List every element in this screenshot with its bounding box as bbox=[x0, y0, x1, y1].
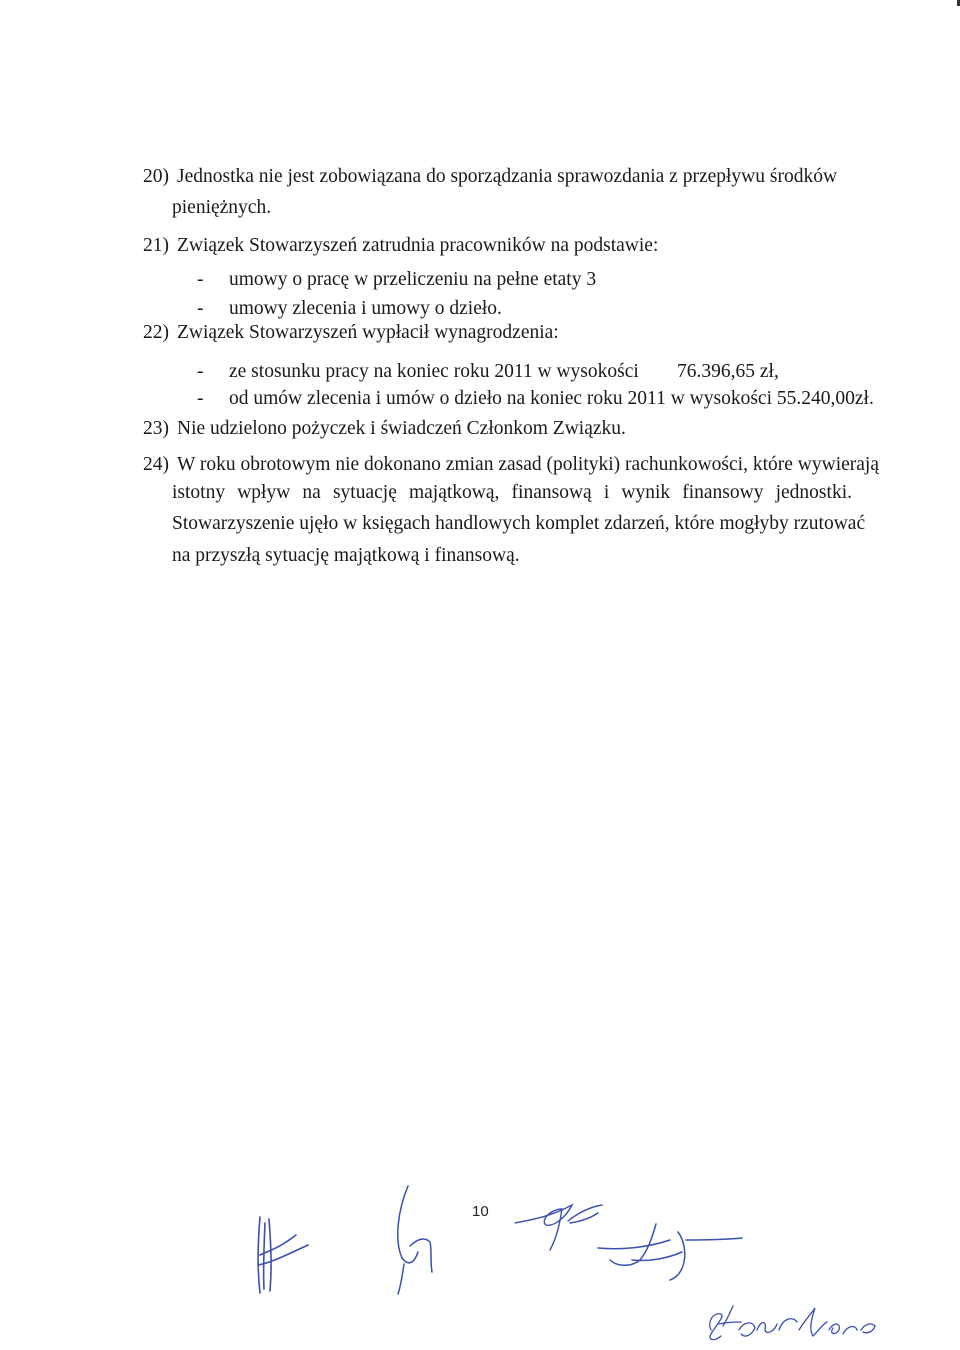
item-number: 20) bbox=[143, 166, 169, 187]
item-22-heading bbox=[143, 321, 559, 345]
item-24-line-1 bbox=[143, 453, 879, 477]
item-24-continuation: na przyszłą sytuację majątkową i finansową. bbox=[172, 545, 520, 566]
signature-4 bbox=[590, 1210, 750, 1285]
signature-1 bbox=[238, 1205, 318, 1300]
salary-amount: 76.396,65 zł, bbox=[677, 361, 779, 382]
item-20-line-2 bbox=[172, 196, 271, 220]
page-number: 10 bbox=[472, 1203, 489, 1220]
bullet-dash: - bbox=[197, 361, 204, 382]
item-20-text: Jednostka nie jest zobowiązana do sporządzania sprawozdania z przepływu środków bbox=[177, 166, 838, 187]
item-21-text: Związek Stowarzyszeń zatrudnia pracowników na podstawie: bbox=[177, 235, 659, 256]
item-24-line-3 bbox=[172, 512, 865, 536]
item-22-text: Związek Stowarzyszeń wypłacił wynagrodzenia: bbox=[177, 322, 559, 343]
item-24-text: W roku obrotowym nie dokonano zmian zasad (polityki) rachunkowości, które wywierają bbox=[177, 454, 879, 475]
bullet-text: od umów zlecenia i umów o dzieło na koniec roku 2011 w wysokości 55.240,00zł. bbox=[229, 388, 874, 409]
item-21-heading bbox=[143, 234, 658, 258]
item-24-line-4 bbox=[172, 544, 520, 568]
item-24-continuation: istotny wpływ na sytuację majątkową, finansową i wynik finansowy jednostki. bbox=[172, 482, 852, 503]
item-number: 24) bbox=[143, 454, 169, 475]
bullet-dash: - bbox=[197, 298, 204, 319]
item-23-text: Nie udzielono pożyczek i świadczeń Członkom Związku. bbox=[177, 418, 626, 439]
item-24-line-2 bbox=[172, 481, 852, 505]
item-number: 21) bbox=[143, 235, 169, 256]
item-20-continuation: pieniężnych. bbox=[172, 197, 272, 218]
signature-2 bbox=[380, 1180, 460, 1295]
item-24-continuation: Stowarzyszenie ujęło w księgach handlowych komplet zdarzeń, które mogłyby rzutować bbox=[172, 513, 866, 534]
item-23 bbox=[143, 417, 626, 441]
bullet-text: umowy o pracę w przeliczeniu na pełne etaty 3 bbox=[229, 269, 597, 290]
bullet-dash: - bbox=[197, 269, 204, 290]
bullet-dash: - bbox=[197, 388, 204, 409]
item-number: 22) bbox=[143, 322, 169, 343]
item-20-line-1 bbox=[143, 165, 837, 189]
signature-5 bbox=[705, 1300, 885, 1348]
item-number: 23) bbox=[143, 418, 169, 439]
bullet-text: ze stosunku pracy na koniec roku 2011 w wysokości bbox=[229, 361, 639, 382]
bullet-text: umowy zlecenia i umowy o dzieło. bbox=[229, 298, 502, 319]
